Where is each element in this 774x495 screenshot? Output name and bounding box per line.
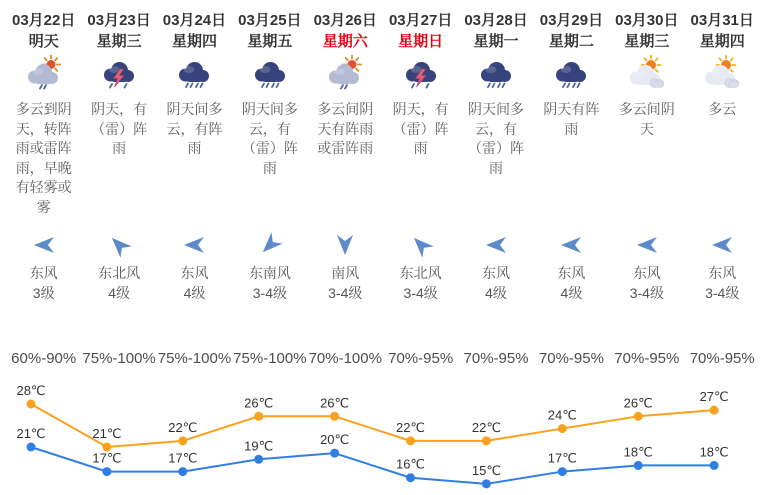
wind-arrow-cell (308, 235, 383, 255)
low-temp-label: 18℃ (623, 444, 653, 460)
wind-arrow-cell (232, 235, 307, 255)
low-temp-label: 17℃ (168, 450, 198, 466)
wind-direction-label: 东风 (29, 265, 58, 281)
wind-level-label: 3级 (32, 285, 55, 301)
cloud-sun-rain-icon (24, 55, 64, 93)
wind-level-label: 3-4级 (629, 285, 664, 301)
cloud-rain-icon (551, 55, 591, 93)
high-temp-point (558, 424, 567, 433)
high-temp-point (27, 400, 36, 409)
wind-arrow-cell (458, 235, 533, 255)
weather-description: 阴天间多云，有阵雨 (166, 101, 223, 156)
cloud-rain-icon (250, 55, 290, 93)
humidity-value: 60%-90% (11, 350, 77, 367)
cloud-rain-icon (174, 55, 214, 93)
wind-direction-arrow-icon (484, 235, 508, 255)
weather-desc-cell (308, 100, 383, 217)
weather-desc-cell (685, 100, 760, 217)
wind-text-cell (458, 263, 533, 303)
low-temp-point (558, 467, 567, 476)
weather-icon-cell (6, 55, 81, 93)
wind-level-label: 3-4级 (328, 285, 363, 301)
high-temp-label: 22℃ (168, 419, 198, 435)
weather-icon-cell (458, 55, 533, 93)
forecast-weekday: 星期五 (247, 33, 293, 50)
wind-arrow-cell (685, 235, 760, 255)
wind-direction-arrow-icon (32, 235, 56, 255)
forecast-date: 03月31日 (690, 12, 754, 29)
low-temp-label: 18℃ (699, 444, 729, 460)
date-row (6, 12, 760, 30)
wind-direction-arrow-icon (559, 235, 583, 255)
high-temp-label: 26℃ (244, 395, 274, 411)
weather-icon-cell (534, 55, 609, 93)
forecast-date: 03月28日 (464, 12, 528, 29)
wind-arrow-cell (534, 235, 609, 255)
weather-icon-cell (232, 55, 307, 93)
weather-icon-cell (157, 55, 232, 93)
forecast-weekday: 星期四 (699, 33, 745, 50)
forecast-date: 03月29日 (539, 12, 604, 29)
wind-arrow-cell (383, 235, 458, 255)
weather-desc-cell (609, 100, 684, 217)
cloud-thunder-rain-icon (401, 55, 441, 93)
wind-arrow-cell (157, 235, 232, 255)
high-temp-point (406, 436, 415, 445)
wind-arrow-cell (609, 235, 684, 255)
cloud-sun-rain-icon (325, 55, 365, 93)
wind-text-cell (685, 263, 760, 303)
humidity-value: 75%-100% (82, 350, 156, 367)
high-temp-label: 24℃ (547, 407, 577, 423)
low-temp-point (406, 473, 415, 482)
wind-text-cell (6, 263, 81, 303)
forecast-date: 03月27日 (388, 12, 453, 29)
low-temp-label: 19℃ (244, 438, 274, 454)
high-temp-label: 26℃ (623, 395, 653, 411)
wind-level-label: 3-4级 (403, 285, 438, 301)
forecast-date: 03月25日 (238, 12, 302, 29)
wind-direction-label: 东风 (180, 265, 209, 281)
low-temp-point (178, 467, 187, 476)
low-temp-point (330, 449, 339, 458)
weather-description: 阴天间多云，有（雷）阵雨 (241, 101, 298, 176)
humidity-value: 70%-95% (538, 350, 604, 367)
forecast-weekday: 明天 (28, 33, 59, 50)
wind-text-cell (157, 263, 232, 303)
low-temp-label: 15℃ (471, 462, 501, 478)
high-temp-point (254, 412, 263, 421)
forecast-date: 03月26日 (313, 12, 377, 29)
forecast-weekday: 星期六 (322, 33, 368, 50)
high-temp-point (710, 406, 719, 415)
forecast-weekday: 星期三 (96, 33, 142, 50)
weather-desc-cell (383, 100, 458, 217)
forecast-date: 03月30日 (615, 12, 679, 29)
cloud-rain-icon (476, 55, 516, 93)
high-temp-point (330, 412, 339, 421)
high-temp-label: 27℃ (699, 389, 729, 405)
weather-description: 多云间阴天有阵雨或雷阵雨 (317, 101, 374, 156)
humidity-value: 70%-100% (308, 350, 382, 367)
wind-direction-arrow-icon (104, 229, 135, 260)
cloud-thunder-rain-icon (99, 55, 139, 93)
wind-direction-label: 东北风 (399, 265, 442, 281)
wind-arrow-cell (6, 235, 81, 255)
low-temp-point (482, 479, 491, 488)
forecast-weekday: 星期一 (473, 33, 519, 50)
low-temp-label: 16℃ (395, 456, 426, 472)
humidity-row (6, 350, 760, 368)
wind-text-cell (534, 263, 609, 303)
forecast-date: 03月23日 (87, 12, 151, 29)
wind-direction-arrow-icon (182, 235, 206, 255)
low-temp-point (102, 467, 111, 476)
wind-direction-arrow-icon (710, 235, 734, 255)
wind-arrow-row (6, 235, 760, 255)
weather-desc-cell (232, 100, 307, 217)
low-temp-label: 21℃ (16, 426, 46, 442)
wind-level-label: 3-4级 (252, 285, 287, 301)
wind-level-label: 4级 (183, 285, 206, 301)
wind-direction-label: 东风 (632, 265, 661, 281)
wind-direction-label: 东风 (557, 265, 586, 281)
weather-icon-cell (383, 55, 458, 93)
low-temp-point (710, 461, 719, 470)
weather-icon-cell (685, 55, 760, 93)
humidity-value: 70%-95% (463, 350, 529, 367)
weather-description: 阴天，有（雷）阵雨 (91, 101, 148, 156)
wind-direction-label: 东南风 (248, 265, 291, 281)
wind-direction-arrow-icon (405, 229, 436, 260)
forecast-weekday: 星期日 (398, 33, 444, 50)
wind-direction-label: 东风 (708, 265, 737, 281)
weather-icon-cell (308, 55, 383, 93)
weather-description: 阴天间多云，有（雷）阵雨 (468, 101, 525, 176)
high-temp-point (482, 436, 491, 445)
wind-direction-arrow-icon (254, 229, 285, 260)
weather-desc-row (6, 100, 760, 217)
wind-direction-arrow-icon (635, 235, 659, 255)
high-temp-line (31, 404, 714, 447)
sun-clouds-icon (627, 55, 667, 93)
wind-level-label: 4级 (485, 285, 507, 301)
wind-level-label: 4级 (560, 285, 583, 301)
low-temp-point (27, 443, 36, 452)
low-temp-line (31, 447, 714, 484)
humidity-value: 75%-100% (233, 350, 307, 367)
weather-desc-cell (6, 100, 81, 217)
forecast-weekday: 星期三 (624, 33, 670, 50)
wind-direction-label: 东风 (482, 265, 511, 281)
weather-icon-row (6, 55, 760, 93)
high-temp-label: 28℃ (16, 383, 46, 398)
high-temp-label: 22℃ (395, 419, 426, 435)
weather-description: 多云间阴天 (618, 101, 675, 137)
weather-description: 阴天有阵雨 (543, 101, 600, 137)
wind-text-cell (609, 263, 684, 303)
humidity-value: 70%-95% (614, 350, 680, 367)
high-temp-point (178, 436, 187, 445)
forecast-weekday: 星期二 (548, 33, 594, 50)
forecast-date: 03月22日 (12, 12, 76, 29)
wind-text-cell (308, 263, 383, 303)
wind-direction-label: 南风 (331, 265, 360, 281)
sun-clouds-icon (702, 55, 742, 93)
wind-level-label: 4级 (108, 285, 130, 301)
weather-icon-cell (609, 55, 684, 93)
weather-desc-cell (157, 100, 232, 217)
low-temp-label: 17℃ (547, 450, 577, 466)
low-temp-point (254, 455, 263, 464)
weather-description: 多云 (708, 101, 737, 117)
low-temp-label: 17℃ (92, 450, 122, 466)
wind-direction-arrow-icon (335, 233, 355, 257)
high-temp-label: 21℃ (92, 426, 122, 442)
low-temp-point (634, 461, 643, 470)
high-temp-label: 26℃ (320, 395, 350, 411)
humidity-value: 70%-95% (689, 350, 755, 367)
wind-text-cell (232, 263, 307, 303)
weather-description: 多云到阴天，转阵雨或雷阵雨，早晚有轻雾或雾 (15, 101, 72, 215)
wind-text-cell (81, 263, 156, 303)
forecast-weekday: 星期四 (171, 33, 217, 50)
weather-desc-cell (81, 100, 156, 217)
humidity-value: 75%-100% (157, 350, 232, 367)
weather-description: 阴天，有（雷）阵雨 (392, 101, 449, 156)
wind-arrow-cell (81, 235, 156, 255)
humidity-value: 70%-95% (388, 350, 454, 367)
wind-level-label: 3-4级 (705, 285, 740, 301)
weekday-row (6, 33, 760, 51)
low-temp-label: 20℃ (320, 432, 350, 448)
weather-icon-cell (81, 55, 156, 93)
high-temp-label: 22℃ (471, 419, 501, 435)
wind-text-cell (383, 263, 458, 303)
temperature-chart (0, 383, 774, 495)
high-temp-point (634, 412, 643, 421)
weather-desc-cell (534, 100, 609, 217)
wind-direction-label: 东北风 (98, 265, 141, 281)
weather-desc-cell (458, 100, 533, 217)
forecast-date: 03月24日 (162, 12, 227, 29)
wind-text-row (6, 263, 760, 303)
